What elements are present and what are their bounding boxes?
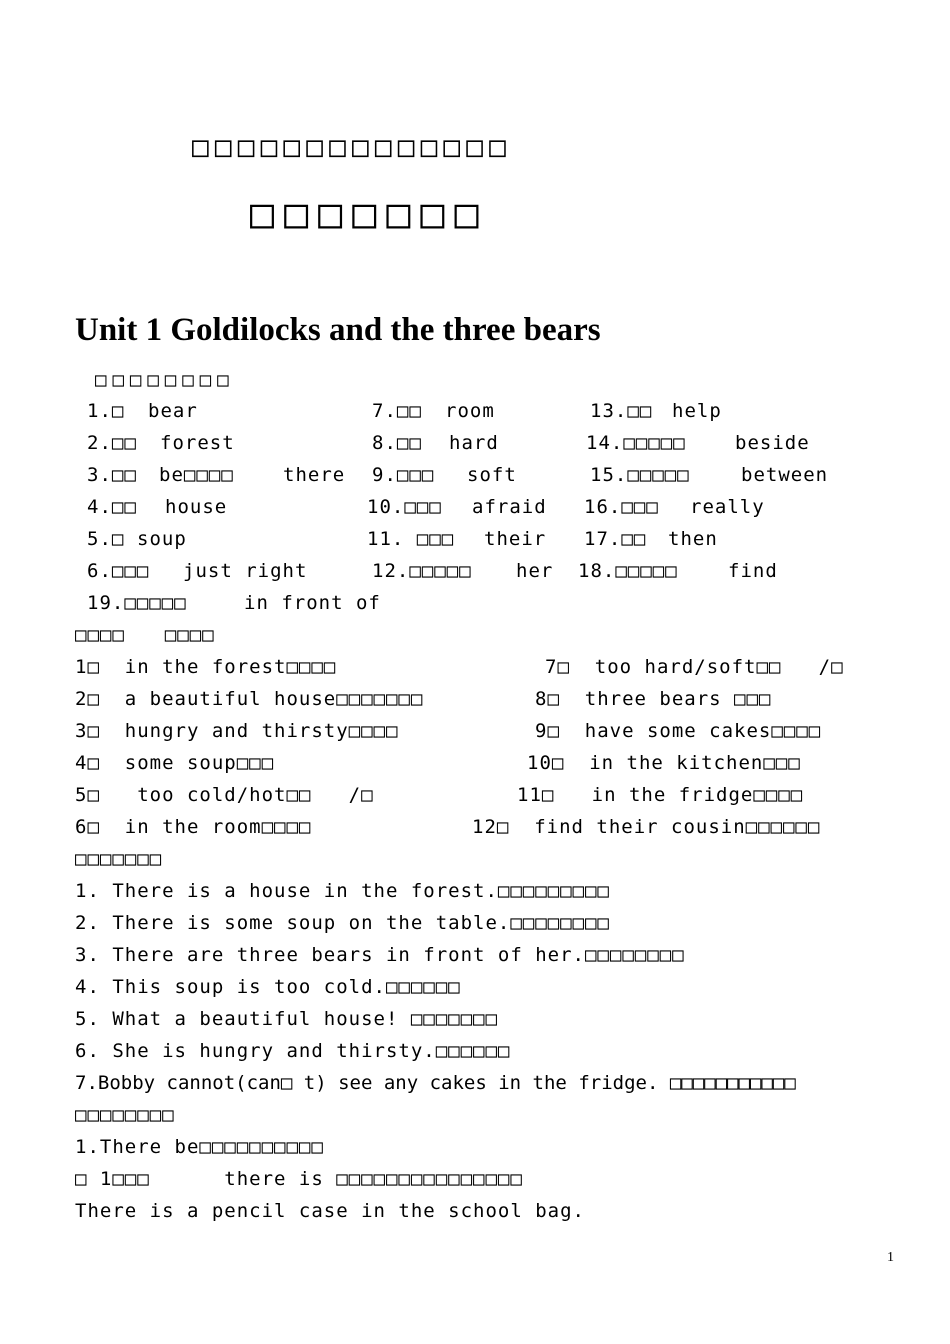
vocab-en: house — [165, 496, 228, 518]
vocab-cn: 5.□ — [87, 528, 125, 550]
vocab-en: hard — [449, 432, 499, 454]
sentence-item: 2. There is some soup on the table.□□□□□□□□ — [75, 912, 610, 934]
vocab-en: be□□□□ — [159, 464, 234, 486]
grammar-line: There is a pencil case in the school bag. — [75, 1200, 585, 1222]
phrase-item: 7□ too hard/soft□□ /□ — [545, 656, 844, 678]
phrase-item: 11□ in the fridge□□□□ — [517, 784, 804, 806]
vocab-cn: 8.□□ — [372, 432, 422, 454]
vocab-cn: 15.□□□□□ — [590, 464, 690, 486]
sentences-section-title: □□□□□□□ — [75, 848, 163, 870]
words-section-title: □□□□□□□□ — [95, 369, 235, 391]
sentence-item: 4. This soup is too cold.□□□□□□ — [75, 976, 461, 998]
phrase-item: 5□ too cold/hot□□ /□ — [75, 784, 374, 806]
vocab-en: just right — [183, 560, 308, 582]
page-number: 1 — [887, 1250, 894, 1265]
vocab-en: really — [690, 496, 765, 518]
vocab-en: her — [516, 560, 554, 582]
vocab-cn: 9.□□□ — [372, 464, 435, 486]
vocab-cn: 12.□□□□□ — [372, 560, 472, 582]
sentence-item: 6. She is hungry and thirsty.□□□□□□ — [75, 1040, 511, 1062]
vocab-en: in front of — [244, 592, 381, 614]
vocab-en: their — [484, 528, 547, 550]
phrase-item: 9□ have some cakes□□□□ — [535, 720, 822, 742]
vocab-en: afraid — [472, 496, 547, 518]
vocab-en: find — [728, 560, 778, 582]
vocab-cn: 2.□□ — [87, 432, 137, 454]
vocab-en: soft — [467, 464, 517, 486]
sentence-item: 5. What a beautiful house! □□□□□□□ — [75, 1008, 498, 1030]
sentence-item: 7.Bobby cannot(can□ t) see any cakes in the fridge. □□□□□□□□□□□ — [75, 1072, 796, 1094]
vocab-en: help — [672, 400, 722, 422]
vocab-cn: 11. □□□ — [367, 528, 455, 550]
vocab-en: bear — [148, 400, 198, 422]
vocab-en: then — [668, 528, 718, 550]
sentence-item: 1. There is a house in the forest.□□□□□□□□□ — [75, 880, 610, 902]
phrase-item: 6□ in the room□□□□ — [75, 816, 312, 838]
vocab-cn: 18.□□□□□ — [578, 560, 678, 582]
phrase-item: 8□ three bears □□□ — [535, 688, 772, 710]
vocab-cn: 10.□□□ — [367, 496, 442, 518]
phrase-item: 2□ a beautiful house□□□□□□□ — [75, 688, 424, 710]
vocab-en: there — [283, 464, 346, 486]
doc-header-line1: □□□□□□□□□□□□□□ — [192, 130, 513, 163]
grammar-line: 1.There be□□□□□□□□□□ — [75, 1136, 324, 1158]
vocab-en: between — [741, 464, 829, 486]
vocab-cn: 14.□□□□□ — [586, 432, 686, 454]
vocab-en: beside — [735, 432, 810, 454]
vocab-cn: 3.□□ — [87, 464, 137, 486]
vocab-cn: 6.□□□ — [87, 560, 150, 582]
vocab-en: room — [445, 400, 495, 422]
phrase-item: 12□ find their cousin□□□□□□ — [472, 816, 821, 838]
vocab-cn: 19.□□□□□ — [87, 592, 187, 614]
unit-title: Unit 1 Goldilocks and the three bears — [75, 312, 601, 348]
phrases-section-title: □□□□ □□□□ — [75, 624, 215, 646]
vocab-cn: 16.□□□ — [584, 496, 659, 518]
grammar-section-title: □□□□□□□□ — [75, 1104, 175, 1126]
vocab-en: forest — [160, 432, 235, 454]
vocab-cn: 17.□□ — [584, 528, 647, 550]
sentence-item: 3. There are three bears in front of her.□□□□□□□□ — [75, 944, 685, 966]
phrase-item: 10□ in the kitchen□□□ — [527, 752, 801, 774]
doc-header-line2: □□□□□□□ — [250, 191, 489, 237]
vocab-cn: 13.□□ — [590, 400, 653, 422]
vocab-cn: 7.□□ — [372, 400, 422, 422]
vocab-cn: 1.□ — [87, 400, 125, 422]
vocab-en: soup — [137, 528, 187, 550]
vocab-cn: 4.□□ — [87, 496, 137, 518]
phrase-item: 4□ some soup□□□ — [75, 752, 275, 774]
grammar-line: □ 1□□□ there is □□□□□□□□□□□□□□□ — [75, 1168, 523, 1190]
phrase-item: 3□ hungry and thirsty□□□□ — [75, 720, 399, 742]
phrase-item: 1□ in the forest□□□□ — [75, 656, 337, 678]
